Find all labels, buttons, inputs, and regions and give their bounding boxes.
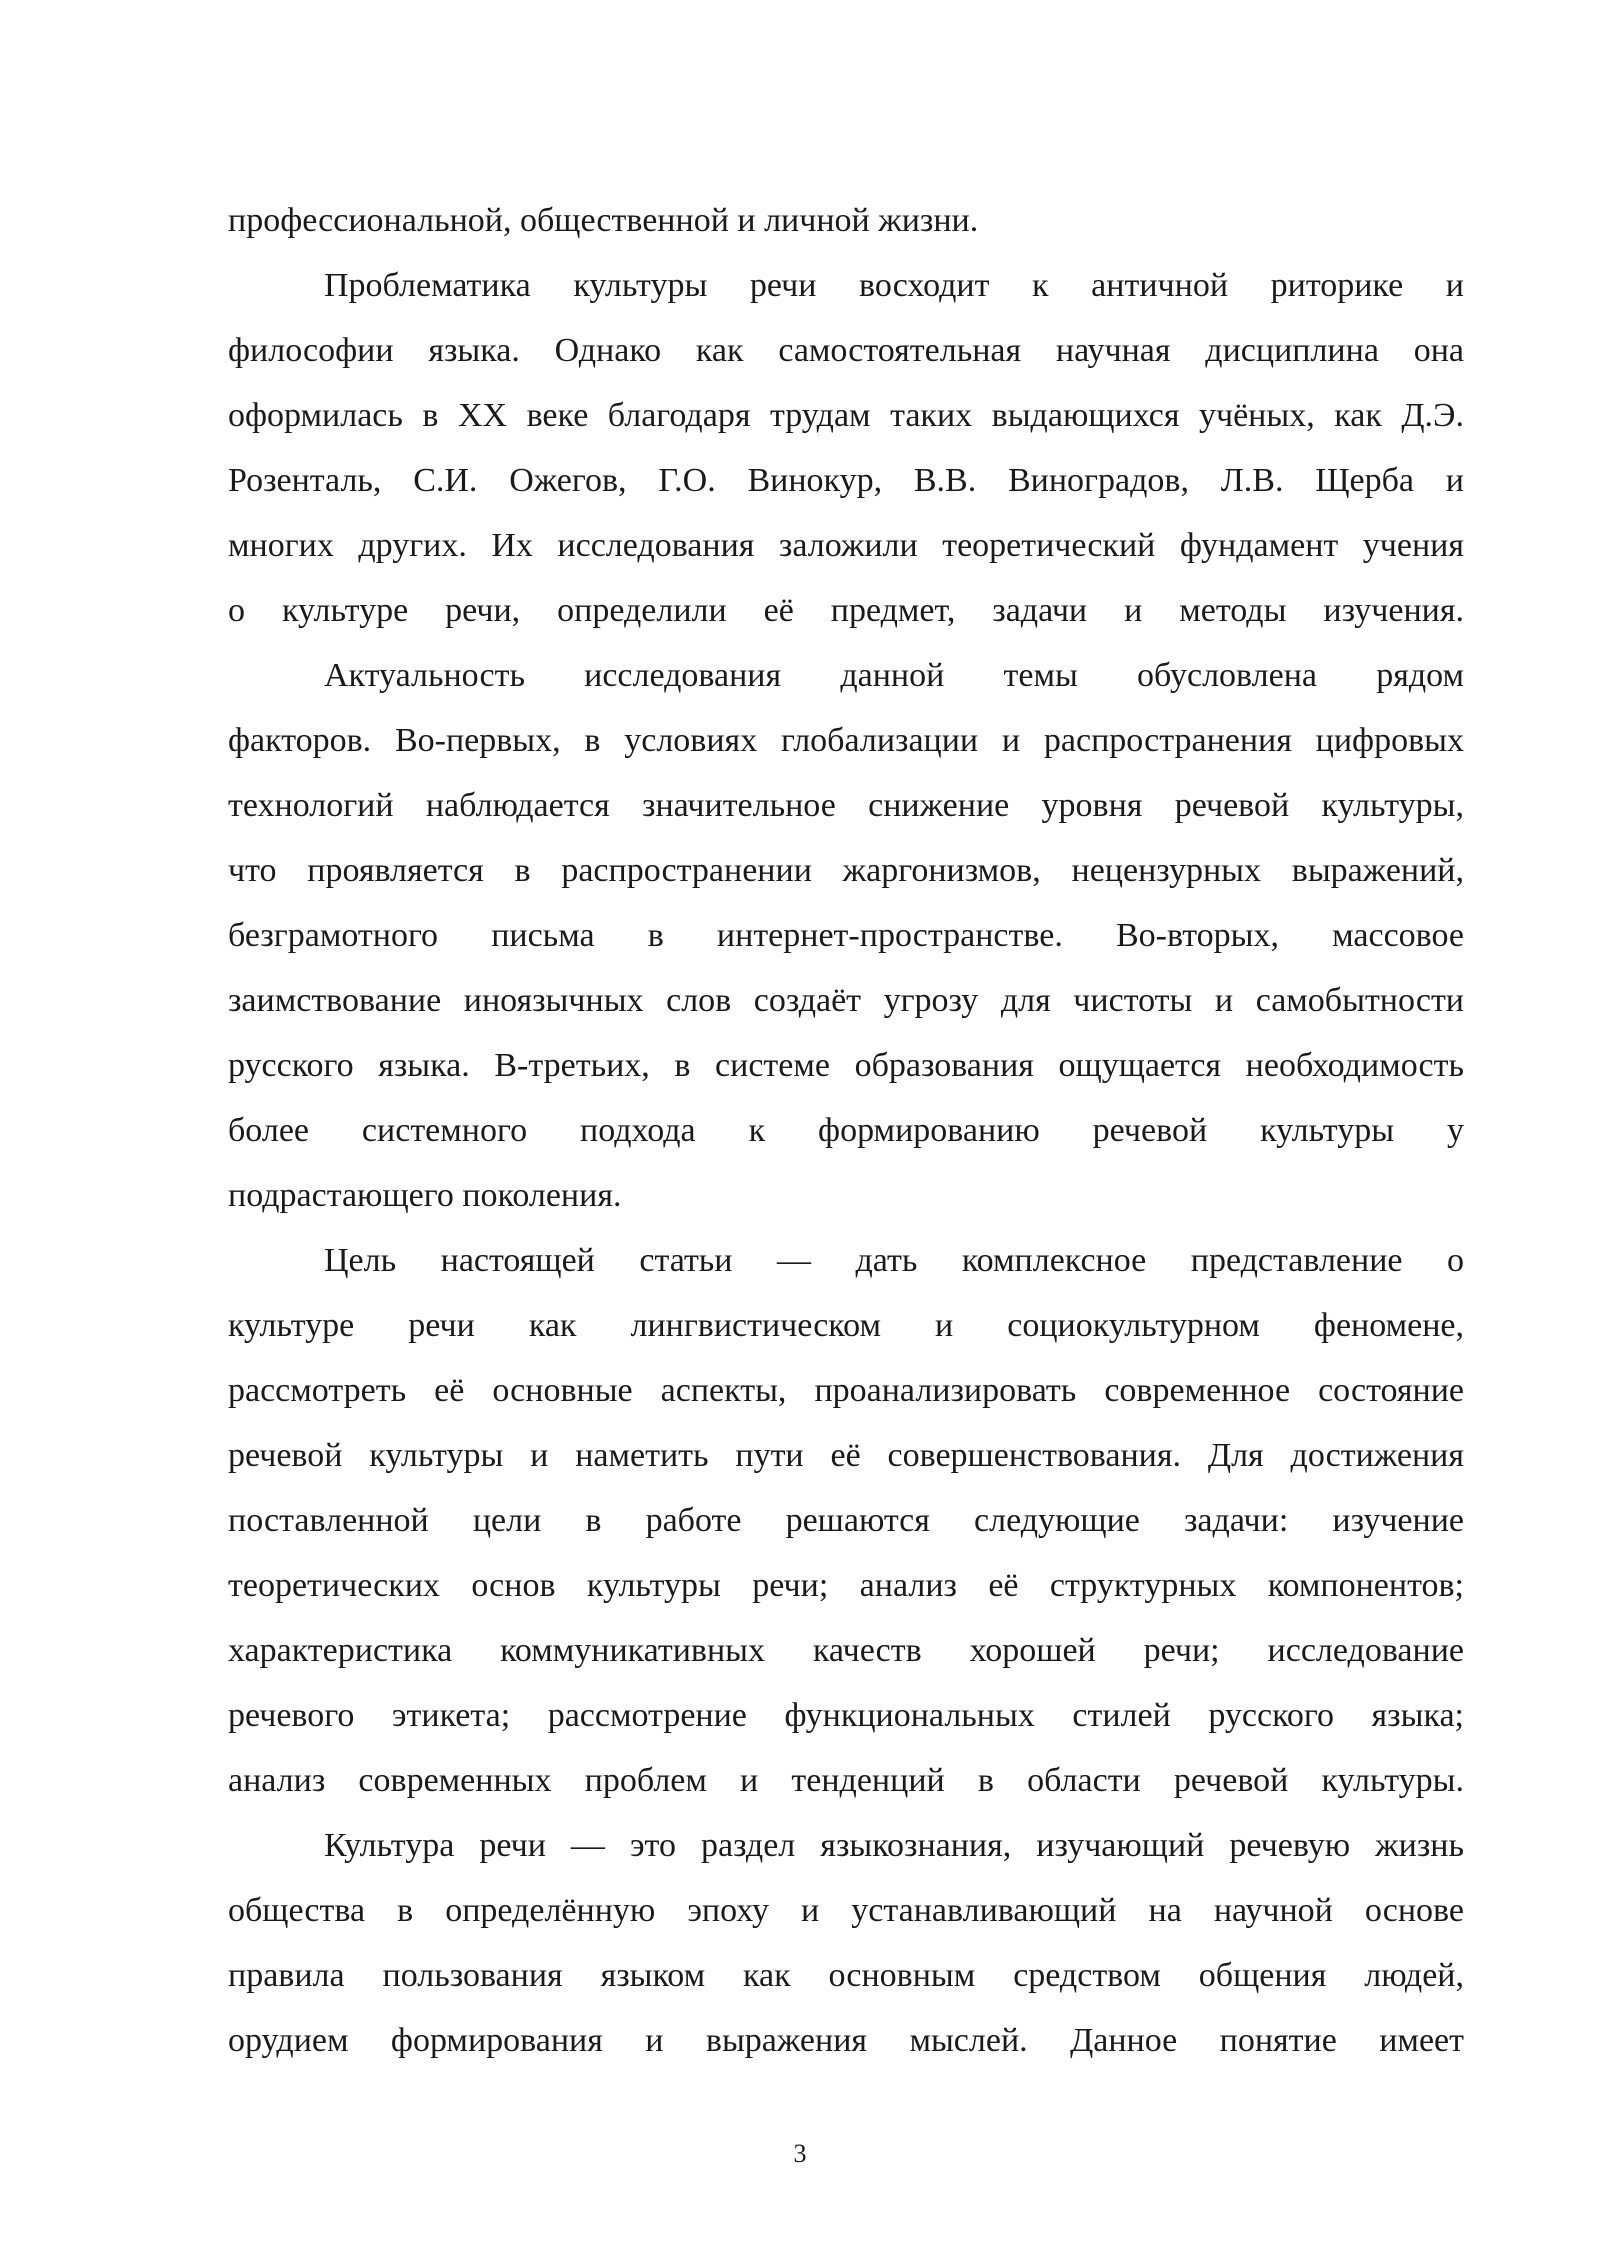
- text-line: культуре речи как лингвистическом и социокультурном феномене,: [228, 1307, 1464, 1344]
- page-number: 3: [793, 2139, 807, 2168]
- text-line: Актуальность исследования данной темы обусловлена рядом: [324, 657, 1464, 694]
- text-line: многих других. Их исследования заложили теоретический фундамент учения: [228, 527, 1464, 564]
- text-line: заимствование иноязычных слов создаёт угрозу для чистоты и самобытности: [228, 982, 1464, 1019]
- body-text: [228, 188, 1464, 2073]
- text-line: Розенталь, С.И. Ожегов, Г.О. Винокур, В.В. Виноградов, Л.В. Щерба и: [228, 462, 1464, 499]
- text-line: правила пользования языком как основным средством общения людей,: [228, 1957, 1464, 1994]
- text-line: русского языка. В-третьих, в системе образования ощущается необходимость: [228, 1047, 1464, 1084]
- text-line: орудием формирования и выражения мыслей. Данное понятие имеет: [228, 2022, 1464, 2059]
- text-line: факторов. Во-первых, в условиях глобализации и распространения цифровых: [228, 722, 1464, 759]
- text-line: Цель настоящей статьи — дать комплексное представление о: [324, 1242, 1464, 1279]
- text-line: общества в определённую эпоху и устанавливающий на научной основе: [228, 1892, 1464, 1929]
- text-line: поставленной цели в работе решаются следующие задачи: изучение: [228, 1502, 1464, 1539]
- text-line: теоретических основ культуры речи; анализ её структурных компонентов;: [228, 1567, 1464, 1604]
- text-line: безграмотного письма в интернет-пространстве. Во-вторых, массовое: [228, 917, 1464, 954]
- text-line: анализ современных проблем и тенденций в области речевой культуры.: [228, 1762, 1464, 1799]
- text-line: рассмотреть её основные аспекты, проанализировать современное состояние: [228, 1372, 1464, 1409]
- text-line: речевого этикета; рассмотрение функциональных стилей русского языка;: [228, 1697, 1464, 1734]
- text-line: подрастающего поколения.: [228, 1177, 622, 1214]
- text-line: характеристика коммуникативных качеств хорошей речи; исследование: [228, 1632, 1464, 1669]
- text-line: о культуре речи, определили её предмет, задачи и методы изучения.: [228, 592, 1464, 629]
- text-line: более системного подхода к формированию речевой культуры у: [228, 1112, 1464, 1149]
- text-line: что проявляется в распространении жаргонизмов, нецензурных выражений,: [228, 852, 1464, 889]
- text-line: речевой культуры и наметить пути её совершенствования. Для достижения: [228, 1437, 1464, 1474]
- text-line: профессиональной, общественной и личной жизни.: [228, 202, 979, 239]
- text-line: философии языка. Однако как самостоятельная научная дисциплина она: [228, 332, 1464, 369]
- text-line: Культура речи — это раздел языкознания, изучающий речевую жизнь: [324, 1827, 1464, 1864]
- text-line: Проблематика культуры речи восходит к античной риторике и: [324, 267, 1464, 304]
- text-line: технологий наблюдается значительное снижение уровня речевой культуры,: [228, 787, 1464, 824]
- text-line: оформилась в XX веке благодаря трудам таких выдающихся учёных, как Д.Э.: [228, 397, 1464, 434]
